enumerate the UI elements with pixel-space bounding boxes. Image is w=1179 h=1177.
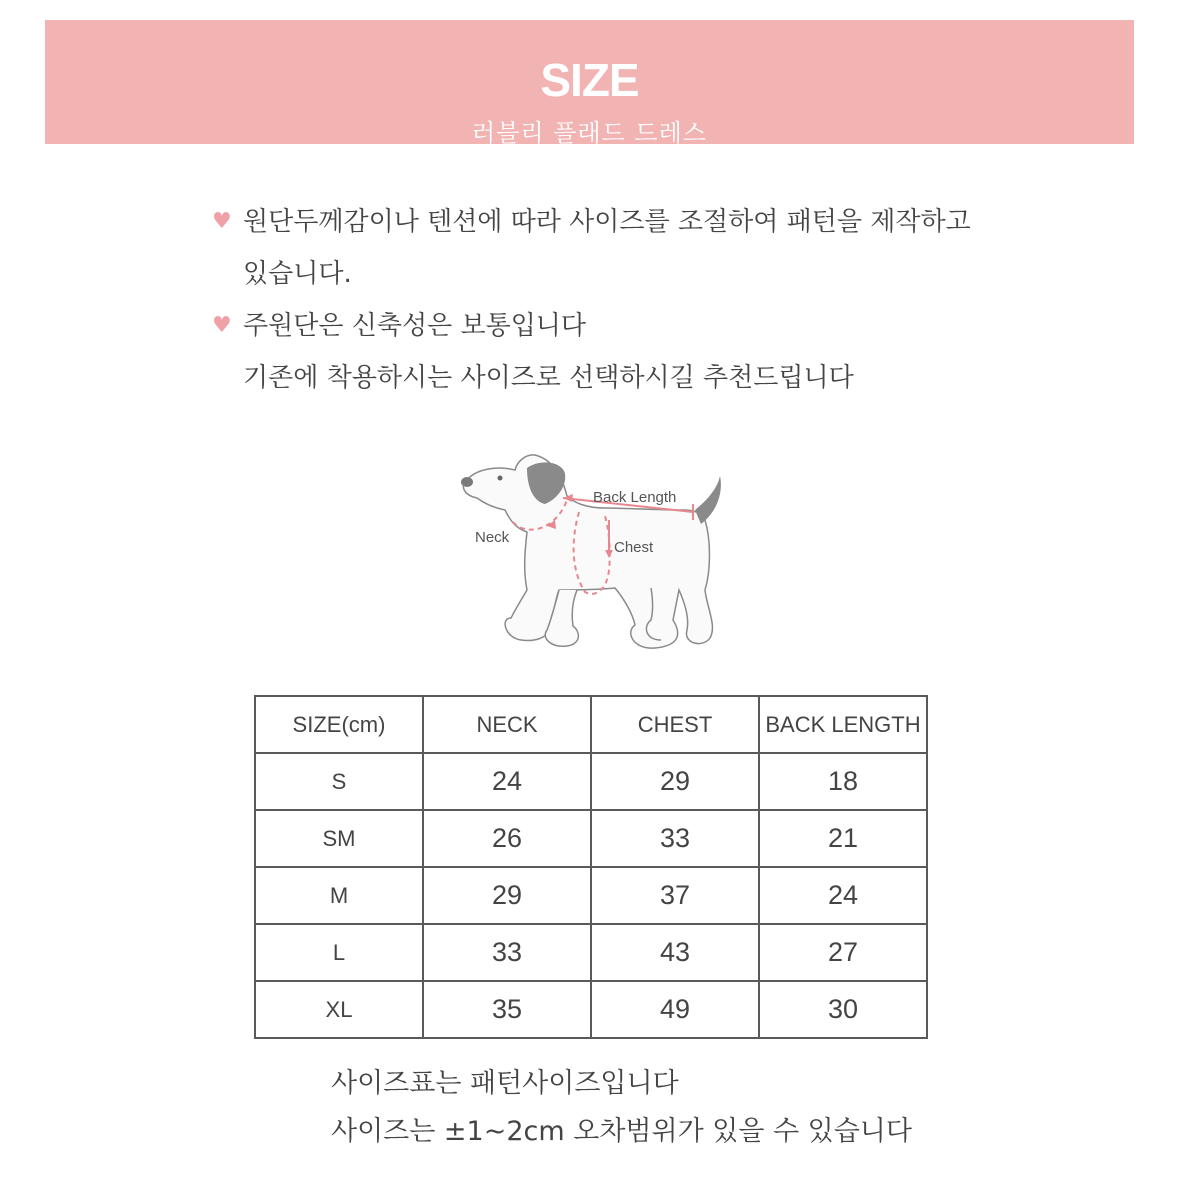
measurement-diagram	[455, 440, 735, 660]
back-length-cell: 27	[759, 924, 927, 981]
disclaimer-text: 사이즈는 ±1~2cm 오차범위가 있을 수 있습니다	[331, 1116, 912, 1147]
back-length-cell: 24	[759, 867, 927, 924]
table-row	[255, 753, 927, 810]
note-text: 주원단은 신축성은 보통입니다	[243, 311, 587, 341]
neck-cell: 33	[423, 924, 591, 981]
note-item	[210, 196, 1010, 300]
neck-cell: 29	[423, 867, 591, 924]
column-header: CHEST	[591, 696, 759, 753]
page-title: SIZE	[540, 54, 639, 106]
note-text: 기존에 착용하시는 사이즈로 선택하시길 추천드립니다	[243, 363, 854, 393]
note-text: 있습니다.	[243, 259, 352, 289]
back-length-cell: 21	[759, 810, 927, 867]
note-item	[210, 300, 1010, 404]
chest-cell: 43	[591, 924, 759, 981]
size-cell: L	[255, 924, 423, 981]
size-cell: XL	[255, 981, 423, 1038]
size-notes	[210, 196, 1010, 404]
chest-cell: 33	[591, 810, 759, 867]
dog-eye	[498, 476, 503, 481]
neck-cell: 35	[423, 981, 591, 1038]
disclaimer-text: 사이즈표는 패턴사이즈입니다	[331, 1068, 679, 1099]
title-banner	[45, 20, 1134, 147]
size-disclaimer	[331, 1060, 1031, 1156]
size-table	[254, 695, 928, 1039]
size-cell: SM	[255, 810, 423, 867]
note-text: 원단두께감이나 텐션에 따라 사이즈를 조절하여 패턴을 제작하고	[243, 207, 971, 237]
heart-icon: ♥	[212, 313, 232, 338]
chest-cell: 49	[591, 981, 759, 1038]
neck-cell: 26	[423, 810, 591, 867]
product-name: 러블리 플래드 드레스	[472, 119, 707, 147]
dog-illustration	[455, 440, 735, 660]
dog-tail	[695, 476, 721, 524]
table-row	[255, 924, 927, 981]
column-header: SIZE(cm)	[255, 696, 423, 753]
size-cell: S	[255, 753, 423, 810]
back-length-label: Back Length	[593, 489, 677, 506]
dog-nose	[461, 477, 473, 487]
column-header: BACK LENGTH	[759, 696, 927, 753]
neck-label: Neck	[475, 529, 510, 546]
table-row	[255, 981, 927, 1038]
dog-body	[463, 455, 712, 648]
column-header: NECK	[423, 696, 591, 753]
heart-icon: ♥	[212, 209, 232, 234]
back-length-cell: 18	[759, 753, 927, 810]
table-row	[255, 867, 927, 924]
chest-cell: 29	[591, 753, 759, 810]
table-row	[255, 810, 927, 867]
chest-cell: 37	[591, 867, 759, 924]
neck-cell: 24	[423, 753, 591, 810]
chest-label: Chest	[614, 539, 654, 556]
back-length-cell: 30	[759, 981, 927, 1038]
table-header-row	[255, 696, 927, 753]
size-cell: M	[255, 867, 423, 924]
